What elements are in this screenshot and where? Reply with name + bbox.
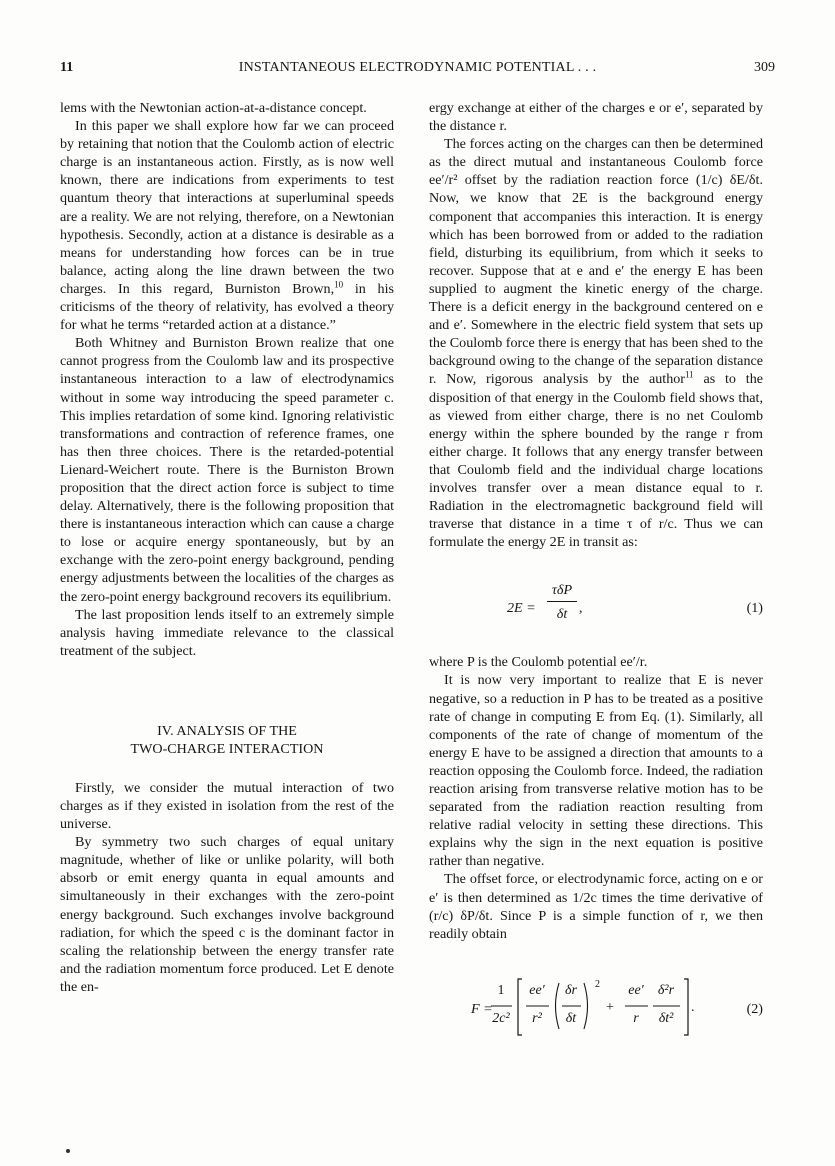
equation-comma: , [579,600,583,617]
eq-inner-num: δr [565,982,577,998]
section-number: 11 [60,60,74,75]
eq-term3-num: δ²r [657,982,675,998]
paragraph: The forces acting on the charges can then be determined as the direct mutual and instantaneous Coulomb force ee′/r² offset by the radiation reaction force (1/c) δE/δt. Now, we know that 2E is the background energy component that accompanies this interaction. It is energy which has been borrowed from or added to the radiation field, disturbing its equilibrium, from which it seeks to recover. Suppose that at e and e′ the energy E has been supplied to augment the kinetic energy of the charge. There is a deficit energy in the background centered on e and e′. Somewhere in the electric field system that sets up the Coulomb force there is energy that has been shed to the background owing to the change of the separation distance r. Now, rigorous analysis by the author$^{11}$ as to the disposition of that energy in the Coulomb field shows that, as viewed from either charge, there is no net Coulomb energy within the sphere bounded by the range r from either charge. It follows that any energy transfer between that Coulomb field and the individual charge locations involves transfer over a mean distance equal to r. Radiation in the electromagnetic background field will traverse that distance in a time τ of r/c. Thus we can formulate the energy 2E in transit as: [429,136,763,551]
paragraph: The last proposition lends itself to an extremely simple analysis having immediate relevance to the classical treatment of the subject. [60,606,394,659]
eq-term1-den: r² [532,1010,542,1026]
running-title: INSTANTANEOUS ELECTRODYNAMIC POTENTIAL . . . [238,60,597,75]
equation-2-rhs [489,973,719,1047]
left-column [60,99,394,996]
paragraph: The offset force, or electrodynamic force, acting on e or e′ is then determined as 1/2c times the time derivative of (r/c) δP/δt. Since P is a simple function of r, we then readily obtain [429,871,763,942]
equation-2 [429,973,763,1047]
paragraph: Both Whitney and Burniston Brown realize that one cannot progress from the Coulomb law and its prospective instantaneous interaction to a law of electrodynamics without in some way introducing the speed parameter c. This implies retardation of some kind. Ignoring relativistic transformations and contraction of reference frames, one has then three choices. There is the retarded-potential Lienard-Weichert route. There is the Burniston Brown proposition that the direct action force is subject to time delay. Alternatively, there is the following proposition that there is instantaneous interaction which can cause a charge to lose or acquire energy spontaneously, but by an exchange with the zero-point energy background, pending energy adjustments between the localities of the charges as the zero-point energy background recovers its equilibrium. [60,335,394,605]
eq-inner-den: δt [565,1010,577,1026]
running-header [60,60,775,82]
page-number: 309 [754,60,775,75]
equation-number: (2) [746,1000,763,1017]
citation-ref: 10 [334,279,344,290]
citation-ref: 11 [684,369,694,380]
eq-coef-num: 1 [497,982,505,998]
eq-term2-num: ee′ [628,982,644,998]
eq-term2-den: r [633,1010,639,1026]
eq-period: . [691,999,695,1015]
eq-plus: + [606,999,614,1015]
scan-speck [66,1149,70,1153]
equation-lhs: F = [471,1000,493,1017]
right-column [429,99,763,1047]
paragraph: It is now very important to realize that E is never negative, so a reduction in P has to be treated as a positive rate of change in computing E from Eq. (1). Similarly, all components of the rate of change of momentum of the energy E have to be assigned a direction that amounts to a reaction opposing the Coulomb force. Indeed, the radiation reaction arising from transverse relative motion has to be separated from the radiation reaction resulting from relative radial velocity in setting these directions. This explains why the sign in the next equation is positive rather than negative. [429,672,763,870]
paragraph: ergy exchange at either of the charges e or e′, separated by the distance r. [429,100,763,135]
eq-term3-den: δt² [658,1010,674,1026]
paragraph: Firstly, we consider the mutual interaction of two charges as if they existed in isolation from the rest of the universe. [60,779,394,833]
equation-1 [429,577,763,641]
eq-coef-den: 2c² [492,1010,510,1026]
paragraph: By symmetry two such charges of equal unitary magnitude, whether of like or unlike polarity, will both absorb or emit energy quanta in equal amounts and simultaneously in their exchanges with the zero-point energy background. Such exchanges involve background radiation, for which the speed c is the dominant factor in scaling the relationship between the energy transfer rate and the radiation momentum force produced. Let E denote the en- [60,834,394,995]
paragraph: lems with the Newtonian action-at-a-distance concept. [60,100,367,116]
equation-number: (1) [746,600,763,617]
eq-exponent: 2 [595,978,600,990]
fraction-numerator: τδP [551,582,573,599]
equation-fraction [547,580,577,624]
eq-term1-num: ee′ [529,982,545,998]
paragraph: In this paper we shall explore how far we can proceed by retaining that notion that the Coulomb action of electric charge is an instantaneous action. Firstly, as is now well known, there are indications from experiments to test quantum theory that interactions at superluminal speeds are a reality. We are not relying, therefore, on a Newtonian hypothesis. Secondly, action at a distance is desirable as a means for understanding how forces can be in true balance, acting along the line drawn between the two charges. In this regard, Burniston Brown,$^{10}$ in his criticisms of the theory of relativity, has evolved a theory for what he terms “retarded action at a distance.” [60,118,394,334]
fraction-denominator: δt [556,606,568,623]
equation-lhs: 2E = [507,600,536,617]
paragraph: where P is the Coulomb potential ee′/r. [429,654,648,671]
section-heading: IV. ANALYSIS OF THE TWO-CHARGE INTERACTION [130,722,324,757]
